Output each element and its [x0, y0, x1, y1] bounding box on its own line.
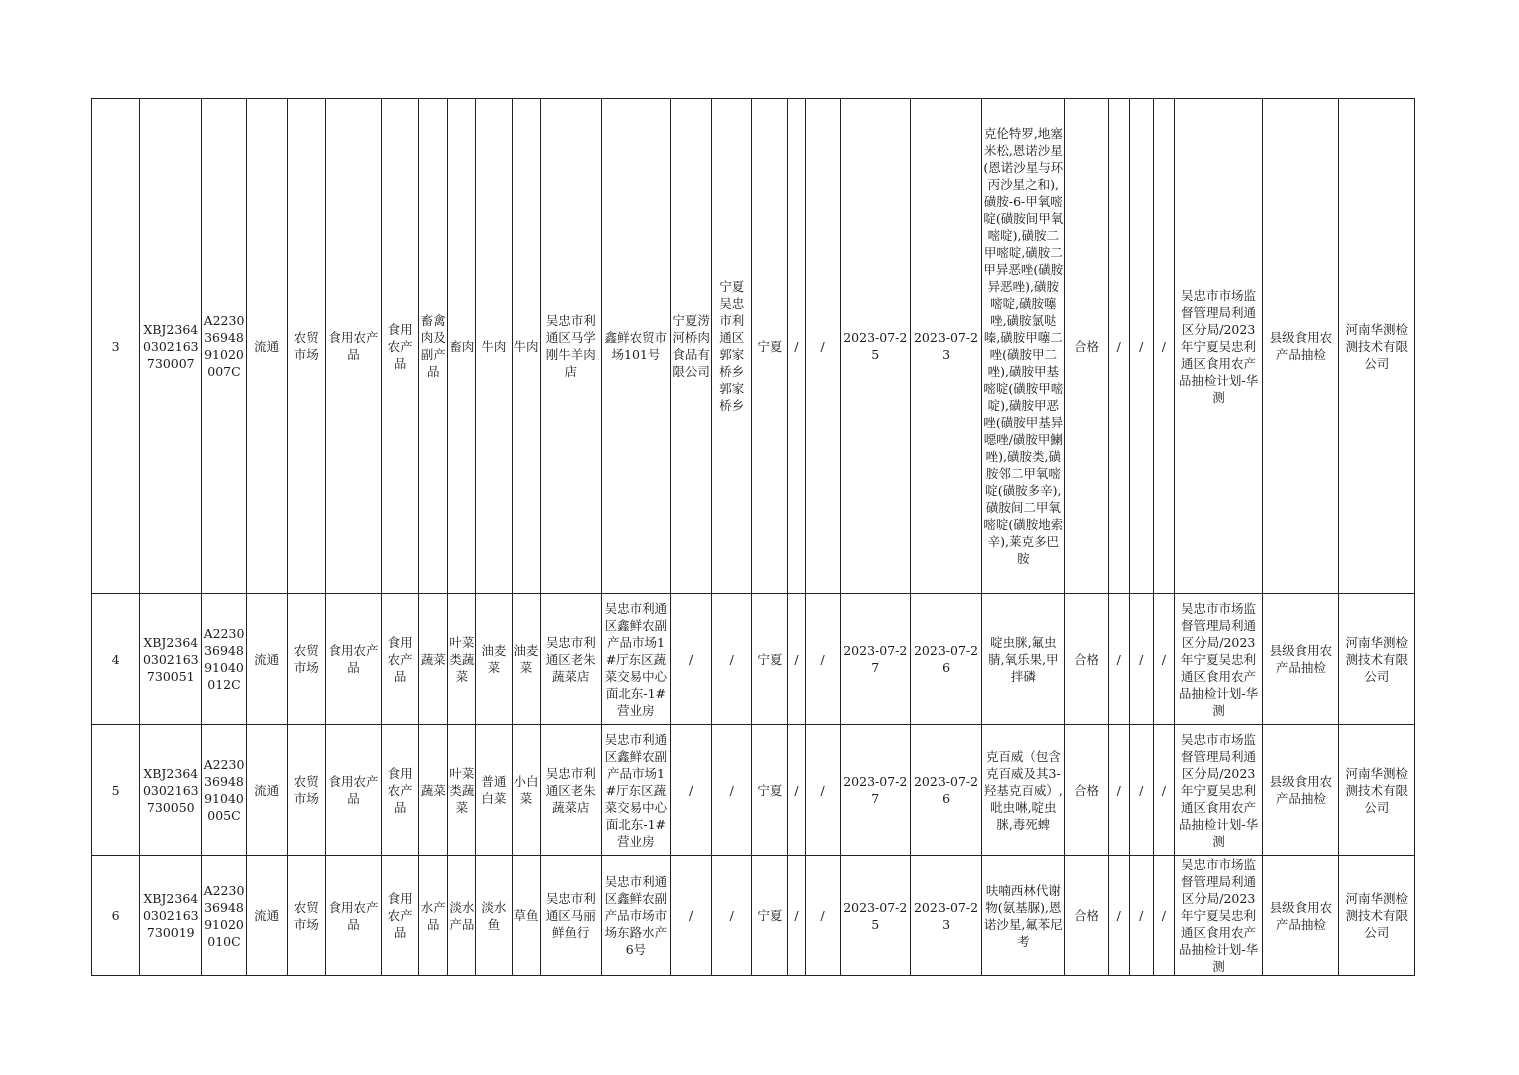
- cell-c2: /: [1129, 99, 1153, 594]
- cell-venue: 农贸市场: [287, 99, 325, 594]
- cell-c1: /: [1108, 725, 1129, 856]
- cell-seller-name: 吴忠市利通区老朱蔬菜店: [540, 594, 601, 725]
- cell-result: 合格: [1065, 99, 1108, 594]
- cell-cat2: 蔬菜: [419, 725, 448, 856]
- cell-producer-addr: 宁夏吴忠市利通区郭家桥乡郭家桥乡: [712, 99, 752, 594]
- cell-lab: 河南华测检测技术有限公司: [1339, 594, 1415, 725]
- cell-spec: /: [788, 725, 805, 856]
- cell-seller-name: 吴忠市利通区老朱蔬菜店: [540, 725, 601, 856]
- cell-report-id: A22303694891040005C: [202, 725, 246, 856]
- cell-result: 合格: [1065, 856, 1108, 976]
- cell-seller-addr: 吴忠市利通区鑫鲜农副产品市场1#厅东区蔬菜交易中心面北东-1#营业房: [601, 725, 670, 856]
- cell-no: 6: [92, 856, 140, 976]
- cell-sample-date: 2023-07-27: [840, 725, 910, 856]
- cell-seller-addr: 吴忠市利通区鑫鲜农副产品市场市场东路水产6号: [601, 856, 670, 976]
- cell-producer-addr: /: [712, 594, 752, 725]
- cell-sample-id: XBJ23640302163730019: [140, 856, 202, 976]
- cell-seller-addr: 吴忠市利通区鑫鲜农副产品市场1#厅东区蔬菜交易中心面北东-1#营业房: [601, 594, 670, 725]
- cell-no: 3: [92, 99, 140, 594]
- table-row: [92, 725, 1415, 856]
- cell-cat4: 油麦菜: [476, 594, 512, 725]
- cell-sample-id: XBJ23640302163730051: [140, 594, 202, 725]
- cell-no: 5: [92, 725, 140, 856]
- cell-link: 流通: [246, 594, 287, 725]
- cell-c3: /: [1153, 594, 1174, 725]
- cell-seller-addr: 鑫鲜农贸市场101号: [601, 99, 670, 594]
- cell-cat4: 普通白菜: [476, 725, 512, 856]
- cell-report-id: A22303694891040012C: [202, 594, 246, 725]
- cell-sample-date: 2023-07-25: [840, 99, 910, 594]
- cell-items: 克百威（包含克百威及其3-羟基克百威）,吡虫啉,啶虫脒,毒死蜱: [982, 725, 1065, 856]
- cell-link: 流通: [246, 725, 287, 856]
- cell-brand: /: [805, 99, 840, 594]
- cell-province: 宁夏: [752, 594, 788, 725]
- cell-venue: 农贸市场: [287, 594, 325, 725]
- cell-province: 宁夏: [752, 99, 788, 594]
- cell-seller-name: 吴忠市利通区马丽鲜鱼行: [540, 856, 601, 976]
- cell-items: 呋喃西林代谢物(氨基脲),恩诺沙星,氟苯尼考: [982, 856, 1065, 976]
- cell-link: 流通: [246, 99, 287, 594]
- cell-cat4: 牛肉: [476, 99, 512, 594]
- cell-c3: /: [1153, 725, 1174, 856]
- cell-task-source: 吴忠市市场监督管理局利通区分局/2023年宁夏吴忠利通区食用农产品抽检计划-华测: [1174, 856, 1262, 976]
- cell-cat3: 叶菜类蔬菜: [448, 594, 476, 725]
- cell-food-type: 食用农产品: [325, 725, 381, 856]
- cell-prod-date: 2023-07-23: [910, 99, 981, 594]
- cell-report-id: A22303694891020010C: [202, 856, 246, 976]
- cell-food-name: 小白菜: [512, 725, 540, 856]
- cell-venue: 农贸市场: [287, 856, 325, 976]
- cell-no: 4: [92, 594, 140, 725]
- cell-cat4: 淡水鱼: [476, 856, 512, 976]
- table-row: [92, 856, 1415, 976]
- cell-food-name: 牛肉: [512, 99, 540, 594]
- cell-prod-date: 2023-07-26: [910, 594, 981, 725]
- cell-seller-name: 吴忠市利通区马学刚牛羊肉店: [540, 99, 601, 594]
- cell-prod-date: 2023-07-23: [910, 856, 981, 976]
- cell-brand: /: [805, 725, 840, 856]
- cell-sample-id: XBJ23640302163730007: [140, 99, 202, 594]
- cell-food-type: 食用农产品: [325, 99, 381, 594]
- cell-result: 合格: [1065, 594, 1108, 725]
- cell-spec: /: [788, 99, 805, 594]
- cell-result: 合格: [1065, 725, 1108, 856]
- table-row: [92, 99, 1415, 594]
- cell-c3: /: [1153, 856, 1174, 976]
- cell-brand: /: [805, 594, 840, 725]
- cell-producer-name: /: [671, 856, 712, 976]
- cell-link: 流通: [246, 856, 287, 976]
- cell-province: 宁夏: [752, 856, 788, 976]
- cell-cat1: 食用农产品: [382, 856, 419, 976]
- cell-task-source: 吴忠市市场监督管理局利通区分局/2023年宁夏吴忠利通区食用农产品抽检计划-华测: [1174, 99, 1262, 594]
- cell-report-id: A22303694891020007C: [202, 99, 246, 594]
- cell-cat2: 蔬菜: [419, 594, 448, 725]
- cell-sample-date: 2023-07-27: [840, 594, 910, 725]
- cell-c2: /: [1129, 594, 1153, 725]
- cell-food-type: 食用农产品: [325, 856, 381, 976]
- cell-task-type: 县级食用农产品抽检: [1263, 99, 1339, 594]
- cell-cat3: 叶菜类蔬菜: [448, 725, 476, 856]
- cell-items: 啶虫脒,氟虫腈,氧乐果,甲拌磷: [982, 594, 1065, 725]
- cell-sample-date: 2023-07-25: [840, 856, 910, 976]
- cell-c2: /: [1129, 856, 1153, 976]
- cell-cat1: 食用农产品: [382, 594, 419, 725]
- cell-cat2: 水产品: [419, 856, 448, 976]
- table-row: [92, 594, 1415, 725]
- cell-c1: /: [1108, 594, 1129, 725]
- cell-cat1: 食用农产品: [382, 99, 419, 594]
- cell-task-source: 吴忠市市场监督管理局利通区分局/2023年宁夏吴忠利通区食用农产品抽检计划-华测: [1174, 594, 1262, 725]
- cell-items: 克伦特罗,地塞米松,恩诺沙星(恩诺沙星与环丙沙星之和),磺胺-6-甲氧嘧啶(磺胺间甲氧嘧啶),磺胺二甲嘧啶,磺胺二甲异恶唑(磺胺异恶唑),磺胺嘧啶,磺胺噻唑,磺胺氯哒嗪,磺胺甲噻二唑(磺胺甲二唑),磺胺甲基嘧啶(磺胺甲嘧啶),磺胺甲恶唑(磺胺甲基异噁唑/磺胺甲鯻唑),磺胺类,磺胺邻二甲氧嘧啶(磺胺多辛),磺胺间二甲氧嘧啶(磺胺地索辛),莱克多巴胺: [982, 99, 1065, 594]
- inspection-results-table: [91, 98, 1415, 976]
- cell-task-type: 县级食用农产品抽检: [1263, 725, 1339, 856]
- cell-producer-name: 宁夏涝河桥肉食品有限公司: [671, 99, 712, 594]
- cell-food-type: 食用农产品: [325, 594, 381, 725]
- cell-food-name: 草鱼: [512, 856, 540, 976]
- cell-c2: /: [1129, 725, 1153, 856]
- cell-task-type: 县级食用农产品抽检: [1263, 594, 1339, 725]
- cell-c1: /: [1108, 99, 1129, 594]
- cell-spec: /: [788, 856, 805, 976]
- cell-c3: /: [1153, 99, 1174, 594]
- cell-lab: 河南华测检测技术有限公司: [1339, 725, 1415, 856]
- cell-cat2: 畜禽肉及副产品: [419, 99, 448, 594]
- cell-prod-date: 2023-07-26: [910, 725, 981, 856]
- cell-lab: 河南华测检测技术有限公司: [1339, 856, 1415, 976]
- cell-spec: /: [788, 594, 805, 725]
- cell-lab: 河南华测检测技术有限公司: [1339, 99, 1415, 594]
- cell-producer-addr: /: [712, 725, 752, 856]
- cell-venue: 农贸市场: [287, 725, 325, 856]
- cell-cat3: 畜肉: [448, 99, 476, 594]
- cell-producer-name: /: [671, 594, 712, 725]
- cell-cat1: 食用农产品: [382, 725, 419, 856]
- cell-cat3: 淡水产品: [448, 856, 476, 976]
- cell-food-name: 油麦菜: [512, 594, 540, 725]
- cell-province: 宁夏: [752, 725, 788, 856]
- cell-sample-id: XBJ23640302163730050: [140, 725, 202, 856]
- cell-task-type: 县级食用农产品抽检: [1263, 856, 1339, 976]
- cell-producer-addr: /: [712, 856, 752, 976]
- cell-producer-name: /: [671, 725, 712, 856]
- cell-brand: /: [805, 856, 840, 976]
- cell-c1: /: [1108, 856, 1129, 976]
- cell-task-source: 吴忠市市场监督管理局利通区分局/2023年宁夏吴忠利通区食用农产品抽检计划-华测: [1174, 725, 1262, 856]
